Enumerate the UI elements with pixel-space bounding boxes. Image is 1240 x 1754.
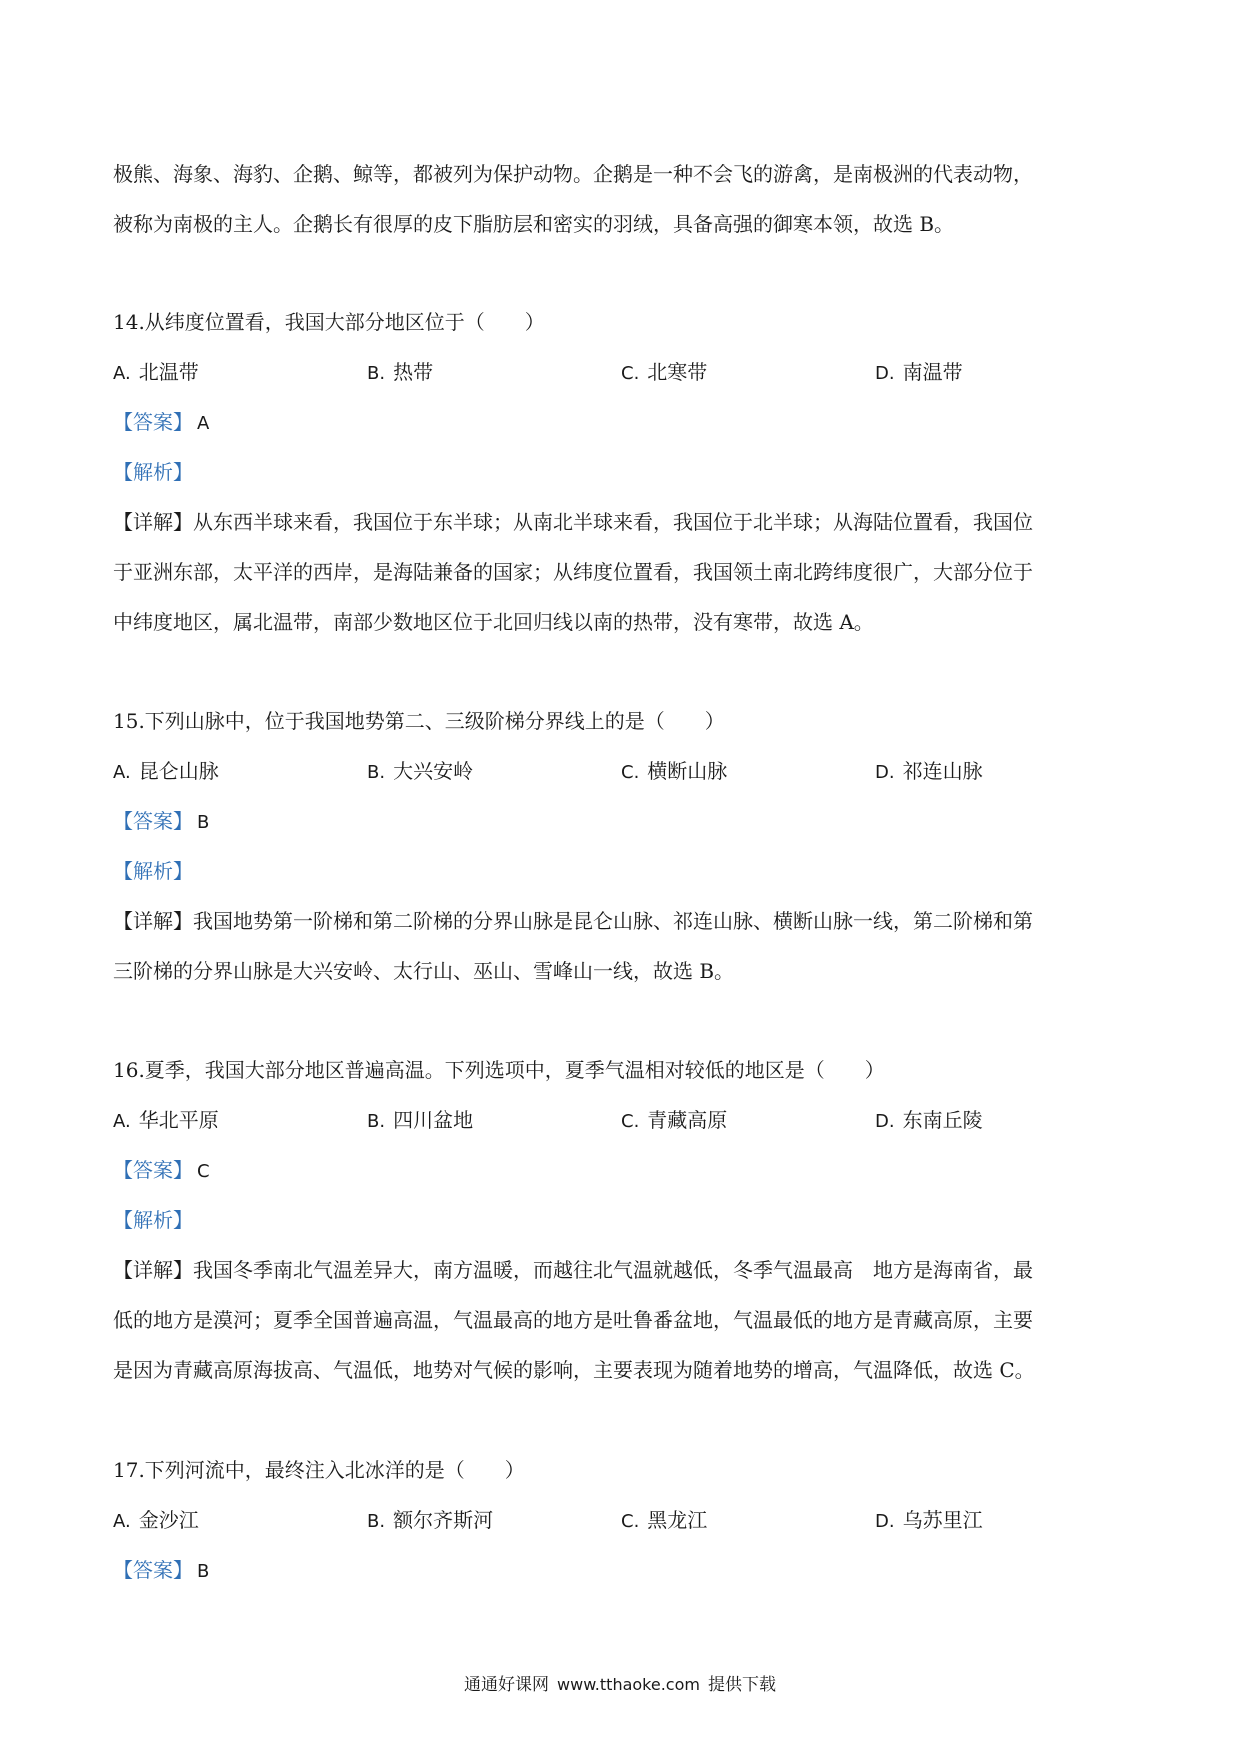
detail-line: 低的地方是漠河；夏季全国普遍高温，气温最高的地方是吐鲁番盆地，气温最低的地方是青藏高原，主要 xyxy=(113,1308,1033,1332)
option-d xyxy=(875,1506,983,1536)
option-letter: A. xyxy=(113,762,131,783)
detail-line: 于亚洲东部，太平洋的西岸，是海陆兼备的国家；从纬度位置看，我国领土南北跨纬度很广，大部分位于 xyxy=(113,560,1033,584)
option-d xyxy=(875,1106,983,1136)
option-text: 华北平原 xyxy=(138,1108,219,1132)
option-b xyxy=(367,358,433,388)
footer-site-name: 通通好课网 xyxy=(464,1675,550,1695)
intro-line: 极熊、海象、海豹、企鹅、鲸等，都被列为保护动物。企鹅是一种不会飞的游禽，是南极洲的代表动物， xyxy=(113,162,1033,186)
option-b xyxy=(367,1506,493,1536)
question-14-analysis xyxy=(113,458,1133,486)
option-text: 北温带 xyxy=(138,360,199,384)
question-15-title: 15.下列山脉中，位于我国地势第二、三级阶梯分界线上的是（ ） xyxy=(113,709,725,733)
intro-line: 被称为南极的主人。企鹅长有很厚的皮下脂肪层和密实的羽绒，具备高强的御寒本领，故选 B。 xyxy=(113,212,955,236)
option-letter: C. xyxy=(621,1111,640,1132)
answer-value: C xyxy=(197,1161,210,1182)
question-15-options xyxy=(113,757,1133,785)
question-15-analysis xyxy=(113,857,1133,885)
question-14-options xyxy=(113,358,1133,386)
option-letter: A. xyxy=(113,1111,131,1132)
option-a xyxy=(113,358,199,388)
option-c xyxy=(621,757,727,787)
option-letter: B. xyxy=(367,363,386,384)
option-text: 祁连山脉 xyxy=(902,759,983,783)
option-text: 南温带 xyxy=(902,360,963,384)
analysis-label: 【解析】 xyxy=(113,1208,193,1232)
answer-label: 【答案】 xyxy=(113,809,193,833)
answer-label: 【答案】 xyxy=(113,410,193,434)
question-16-analysis xyxy=(113,1206,1133,1234)
footer-url[interactable]: www.tthaoke.com xyxy=(557,1675,700,1694)
answer-value: A xyxy=(197,413,210,434)
question-14-answer xyxy=(113,408,1133,438)
option-text: 北寒带 xyxy=(647,360,708,384)
option-c xyxy=(621,1506,707,1536)
option-text: 横断山脉 xyxy=(647,759,728,783)
answer-value: B xyxy=(197,1561,210,1582)
answer-label: 【答案】 xyxy=(113,1558,193,1582)
option-text: 金沙江 xyxy=(138,1508,199,1532)
option-b xyxy=(367,1106,473,1136)
detail-line: 中纬度地区，属北温带，南部少数地区位于北回归线以南的热带，没有寒带，故选 A。 xyxy=(113,610,874,634)
option-text: 额尔齐斯河 xyxy=(393,1508,494,1532)
detail-line: 【详解】我国冬季南北气温差异大，南方温暖，而越往北气温就越低，冬季气温最高 地方是海南省，最 xyxy=(113,1258,1033,1282)
option-text: 大兴安岭 xyxy=(393,759,474,783)
option-text: 乌苏里江 xyxy=(902,1508,983,1532)
option-b xyxy=(367,757,473,787)
option-letter: D. xyxy=(875,762,895,783)
option-letter: C. xyxy=(621,363,640,384)
option-letter: B. xyxy=(367,1111,386,1132)
option-letter: D. xyxy=(875,1511,895,1532)
option-letter: C. xyxy=(621,1511,640,1532)
detail-line: 是因为青藏高原海拔高、气温低，地势对气候的影响，主要表现为随着地势的增高，气温降低，故选 C。 xyxy=(113,1358,1035,1382)
option-d xyxy=(875,358,963,388)
option-c xyxy=(621,358,707,388)
detail-line: 三阶梯的分界山脉是大兴安岭、太行山、巫山、雪峰山一线，故选 B。 xyxy=(113,959,735,983)
option-text: 昆仑山脉 xyxy=(138,759,219,783)
question-14-title: 14.从纬度位置看，我国大部分地区位于（ ） xyxy=(113,310,545,334)
option-letter: C. xyxy=(621,762,640,783)
footer-suffix: 提供下载 xyxy=(707,1675,776,1695)
detail-line: 【详解】我国地势第一阶梯和第二阶梯的分界山脉是昆仑山脉、祁连山脉、横断山脉一线，第二阶梯和第 xyxy=(113,909,1033,933)
option-text: 黑龙江 xyxy=(647,1508,708,1532)
option-a xyxy=(113,1506,199,1536)
analysis-label: 【解析】 xyxy=(113,460,193,484)
question-17-title: 17.下列河流中，最终注入北冰洋的是（ ） xyxy=(113,1458,525,1482)
option-letter: B. xyxy=(367,1511,386,1532)
option-letter: D. xyxy=(875,1111,895,1132)
detail-line: 【详解】从东西半球来看，我国位于东半球；从南北半球来看，我国位于北半球；从海陆位置看，我国位 xyxy=(113,510,1033,534)
option-c xyxy=(621,1106,727,1136)
question-15-answer xyxy=(113,807,1133,837)
page-footer xyxy=(0,1673,1240,1697)
option-letter: D. xyxy=(875,363,895,384)
option-letter: B. xyxy=(367,762,386,783)
option-text: 青藏高原 xyxy=(647,1108,728,1132)
analysis-label: 【解析】 xyxy=(113,859,193,883)
answer-value: B xyxy=(197,812,210,833)
option-text: 东南丘陵 xyxy=(902,1108,983,1132)
question-17-answer xyxy=(113,1556,1133,1586)
option-a xyxy=(113,757,219,787)
question-16-options xyxy=(113,1106,1133,1134)
option-text: 热带 xyxy=(393,360,434,384)
answer-label: 【答案】 xyxy=(113,1158,193,1182)
option-d xyxy=(875,757,983,787)
question-16-title: 16.夏季，我国大部分地区普遍高温。下列选项中，夏季气温相对较低的地区是（ ） xyxy=(113,1058,885,1082)
option-letter: A. xyxy=(113,1511,131,1532)
option-text: 四川盆地 xyxy=(393,1108,474,1132)
question-17-options xyxy=(113,1506,1133,1534)
question-16-answer xyxy=(113,1156,1133,1186)
option-letter: A. xyxy=(113,363,131,384)
option-a xyxy=(113,1106,219,1136)
